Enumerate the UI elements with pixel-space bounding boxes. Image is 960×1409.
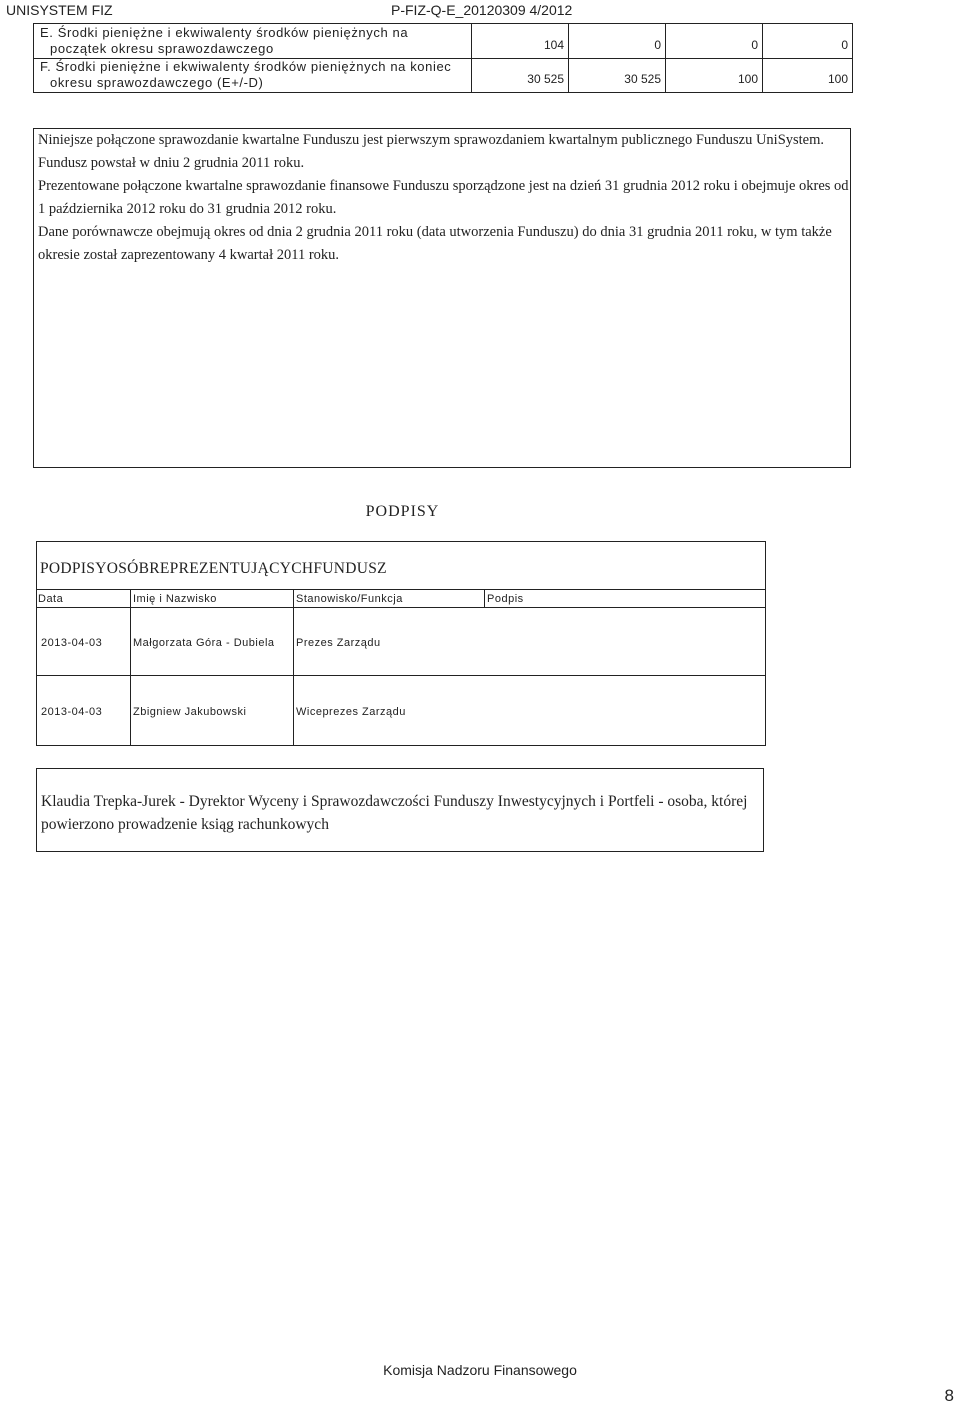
divider — [37, 675, 765, 676]
divider — [37, 589, 765, 590]
signer-date: 2013-04-03 — [41, 706, 103, 718]
signer-name: Małgorzata Góra - Dubiela — [133, 637, 275, 649]
signer-name: Zbigniew Jakubowski — [133, 706, 247, 718]
note-paragraph: Dane porównawcze obejmują okres od dnia 2 grudnia 2011 roku (data utworzenia Funduszu) do dnia 31 grudnia 2011 roku, w tym także okresie został zaprezentowany 4 kwartał 2011 roku. — [38, 224, 832, 263]
value-cell: 100 — [762, 58, 852, 92]
row-label-line: E. Środki pieniężne i ekwiwalenty środków pieniężnych na — [40, 25, 409, 40]
signer-position: Prezes Zarządu — [296, 637, 381, 649]
signatures-title: PODPISY — [365, 503, 440, 520]
row-label — [40, 25, 472, 57]
signer-date: 2013-04-03 — [41, 637, 103, 649]
footer-authority: Komisja Nadzoru Finansowego — [383, 1362, 577, 1378]
header-fund-name: UNISYSTEM FIZ — [6, 2, 113, 18]
value-cell: 0 — [665, 24, 762, 58]
column-divider — [130, 589, 131, 746]
bookkeeper-box — [36, 768, 764, 852]
value-cell: 104 — [471, 24, 568, 58]
row-label — [40, 59, 472, 91]
column-header-signature: Podpis — [487, 593, 524, 605]
header-form-code: P-FIZ-Q-E_20120309 4/2012 — [391, 2, 573, 18]
note-paragraph: Niniejsze połączone sprawozdanie kwartalne Funduszu jest pierwszym sprawozdaniem kwartalnym publicznego Funduszu UniSystem. — [38, 132, 825, 148]
table-row — [34, 58, 852, 92]
row-label-line: początek okresu sprawozdawczego — [50, 41, 274, 56]
signatures-table — [36, 541, 766, 746]
table-row — [34, 24, 852, 59]
note-paragraph: Fundusz powstał w dniu 2 grudnia 2011 roku. — [38, 155, 305, 171]
column-header-position: Stanowisko/Funkcja — [296, 593, 403, 605]
bookkeeper-text: Klaudia Trepka-Jurek - Dyrektor Wyceny i Sprawozdawczości Funduszy Inwestycyjnych i Portfeli - osoba, której powierzono prowadzenie ksiąg rachunkowych — [41, 793, 748, 833]
value-cell: 0 — [762, 24, 852, 58]
note-paragraph: Prezentowane połączone kwartalne sprawozdanie finansowe Funduszu sporządzone jest na dzień 31 grudnia 2012 roku i obejmuje okres od 1 października 2012 roku do 31 grudnia 2012 roku. — [38, 178, 849, 217]
cash-table — [33, 23, 853, 93]
row-label-line: F. Środki pieniężne i ekwiwalenty środków pieniężnych na koniec — [40, 59, 452, 74]
column-divider — [484, 589, 485, 607]
value-cell: 30 525 — [471, 58, 568, 92]
value-cell: 30 525 — [568, 58, 665, 92]
row-label-line: okresu sprawozdawczego (E+/-D) — [50, 75, 264, 90]
column-header-date: Data — [38, 593, 64, 605]
column-header-name: Imię i Nazwisko — [133, 593, 217, 605]
signatures-heading: PODPISYOSÓBREPREZENTUJĄCYCHFUNDUSZ — [40, 560, 387, 577]
divider — [37, 607, 765, 608]
value-cell: 100 — [665, 58, 762, 92]
notes-box — [33, 128, 851, 468]
value-cell: 0 — [568, 24, 665, 58]
signer-position: Wiceprezes Zarządu — [296, 706, 406, 718]
page-number: 8 — [944, 1386, 954, 1405]
column-divider — [293, 589, 294, 746]
